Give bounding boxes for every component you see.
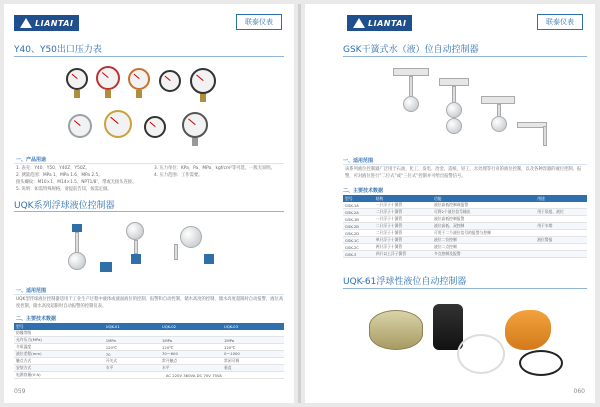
features-heading: 一、产品用途 (16, 157, 47, 163)
fitting-icon (72, 224, 82, 232)
float-switch-icon (505, 310, 551, 350)
table-row (343, 251, 587, 258)
weight-icon (433, 304, 463, 350)
table-cell (535, 230, 587, 237)
features-list-a (16, 165, 146, 193)
gauge-stem (200, 94, 206, 102)
float-ball-icon (491, 116, 507, 132)
feature-item: 接头螺纹：M10×1、M14×1.5、NPT1/8'，带或无接头连接。 (16, 180, 137, 185)
left-page (4, 4, 294, 403)
table-cell: 1MPa (222, 337, 284, 344)
table-cell: 四只以上浮子簧管 (374, 251, 432, 258)
table-row (14, 372, 284, 379)
table-cell: 常开触点 (160, 358, 222, 365)
divider (14, 211, 284, 212)
table-cell: 120℃ (160, 344, 222, 351)
table-cell: 二只浮子十簧管 (374, 223, 432, 230)
mount-flange (393, 68, 429, 76)
table-cell: GSK-2D (343, 230, 374, 237)
pressure-gauge-icon (66, 68, 88, 90)
divider (14, 163, 284, 164)
table-cell: 1MPa (104, 337, 160, 344)
specs-heading: 二、主要技术数据 (16, 316, 57, 322)
logo-mark-icon (20, 18, 32, 28)
table-row (14, 358, 284, 365)
table-cell: 两只浮子十簧管 (374, 244, 432, 251)
scope-text: 该系列液位控制器广泛用于石油、化工、发电、冶金、造纸、轻工、水处理等行业的液位控制，以及各种容器的液位控制、报警，可对液位进行“二位式”或“三位式”控制并可给出报警信号。 (345, 167, 582, 179)
table-cell: 液位二点控制 (432, 244, 535, 251)
specs-table (14, 323, 284, 379)
table-cell: 液位高低控制或报警 (432, 202, 535, 209)
table-cell: 0～1000 (222, 351, 284, 358)
gauge-stem (136, 90, 142, 98)
table-cell: GSK-1C (343, 237, 374, 244)
page-number: 059 (14, 388, 26, 395)
table-cell: 单只浮子十簧管 (374, 237, 432, 244)
table-cell: 70～600 (160, 351, 222, 358)
features-list-b (154, 165, 286, 179)
table-cell: 液位高低控制报警 (432, 216, 535, 223)
table-cell: 介质温度 (14, 344, 104, 351)
table-cell: 常闭可调 (222, 358, 284, 365)
specs-table (343, 195, 587, 258)
brand-name: LIANTAI (368, 18, 407, 28)
table-header-row (14, 323, 284, 330)
pressure-gauge-icon (128, 68, 150, 90)
float-ball-icon (446, 118, 462, 134)
table-row (14, 344, 284, 351)
table-cell: 用于泵组、液位 (535, 209, 587, 216)
table-cell: 120℃ (222, 344, 284, 351)
table-header: 型号 (14, 323, 104, 330)
fitting-icon (204, 254, 214, 264)
table-cell: 可将2个液位信号输出 (432, 209, 535, 216)
pressure-gauge-icon (144, 116, 166, 138)
table-cell (535, 244, 587, 251)
brand-tag: 联泰仪表 (236, 14, 282, 30)
pressure-gauge-icon (159, 70, 181, 92)
table-row (343, 230, 587, 237)
table-row (343, 244, 587, 251)
table-header: UQK-03 (222, 323, 284, 330)
float-ball-icon (403, 96, 419, 112)
table-cell: GSK-3 (343, 251, 374, 258)
float-ball-icon (180, 226, 202, 248)
table-cell: GSK-2B (343, 223, 374, 230)
table-cell: 120℃ (104, 344, 160, 351)
table-cell: 允许压力(MPa) (14, 337, 104, 344)
table-header: 结构 (374, 195, 432, 202)
gauge-stem (192, 138, 198, 146)
mount-flange (481, 96, 515, 104)
table-cell: 水平 (104, 365, 160, 372)
feature-item: 1. 表壳：Y40、Y50、Y40Z、Y50Z。 (16, 166, 90, 171)
table-cell: 开关式 (104, 358, 160, 365)
specs-heading: 二、主要技术数据 (343, 188, 384, 194)
table-cell: 二只浮子十簧管 (374, 209, 432, 216)
table-cell: 用于水塔 (535, 223, 587, 230)
table-cell (535, 216, 587, 223)
table-cell: 垂直 (222, 365, 284, 372)
table-cell: 液位二位控制 (432, 237, 535, 244)
pressure-gauge-icon (104, 110, 132, 138)
table-cell: 电源容量(V·A) (14, 372, 104, 379)
table-cell: 防爆等级 (14, 330, 104, 337)
float-ball-icon (126, 222, 144, 240)
table-cell: 二只浮子十簧管 (374, 230, 432, 237)
feature-item: 5. 说明：如需特殊规格，请提前告知，按需定做。 (16, 187, 112, 192)
pressure-gauge-icon (190, 68, 216, 94)
table-cell: 液位差程(mm) (14, 351, 104, 358)
fitting-icon (131, 254, 141, 264)
table-cell: 一只浮子十簧管 (374, 202, 432, 209)
right-page (305, 4, 595, 403)
rod (75, 232, 79, 254)
table-cell: 液位高低、双控制 (432, 223, 535, 230)
pressure-gauge-icon (68, 114, 92, 138)
scope-text: UQK型浮球液位控制器适用于工业生产过程中液体或液面液位的控制、报警和自动控制，储水高度的控制，储水高度超限时自动报警，液位高度控制，储水高度超限时自动报警的控制仪表。 (16, 297, 284, 309)
table-header-row (343, 195, 587, 202)
pressure-gauge-icon (182, 112, 208, 138)
section-title-gauges: Y40、Y50出口压力表 (14, 45, 102, 55)
table-cell: GSK-2C (343, 244, 374, 251)
section-title-uqk61: UQK-61浮球性液位自动控制器 (343, 277, 467, 287)
table-cell: 多点控制及报警 (432, 251, 535, 258)
brand-name: LIANTAI (35, 18, 74, 28)
table-cell: 一只浮子十簧管 (374, 216, 432, 223)
table-header: 型号 (343, 195, 374, 202)
table-header: 功能 (432, 195, 535, 202)
table-cell: 安装方式 (14, 365, 104, 372)
gauge-stem (105, 90, 111, 98)
page-number: 060 (573, 388, 585, 395)
table-cell: 触点方式 (14, 358, 104, 365)
rod (409, 76, 413, 98)
table-row (14, 337, 284, 344)
scope-heading: 一、适用范围 (16, 288, 47, 294)
float-ball-icon (446, 102, 462, 118)
table-row (14, 365, 284, 372)
table-cell: 可用于二个液位信号的报警与控制 (432, 230, 535, 237)
brand-logo (347, 15, 412, 31)
table-row (14, 351, 284, 358)
table-row (343, 216, 587, 223)
book-spine (298, 4, 301, 403)
brand-logo (14, 15, 79, 31)
controller-housing (369, 310, 423, 350)
fitting-icon (100, 262, 112, 272)
table-cell: GSK-2A (343, 209, 374, 216)
feature-item: 3. 压力单位：KPa、Pa、MPa、kgf/cm²等可选，一般无说明。 (154, 166, 275, 171)
table-header: UQK-01 (104, 323, 160, 330)
cable-coil (519, 350, 563, 376)
rod (134, 240, 138, 254)
scope-heading: 一、适用范围 (343, 158, 374, 164)
pressure-gauge-icon (96, 66, 120, 90)
table-cell: GSK-1A (343, 202, 374, 209)
rod (174, 244, 178, 260)
table-cell: 70 (104, 351, 160, 358)
logo-mark-icon (353, 18, 365, 28)
gauge-stem (74, 90, 80, 98)
table-cell: 水平 (160, 365, 222, 372)
table-header: 用途 (535, 195, 587, 202)
section-title-float-switch: UQK系列浮球液位控制器 (14, 201, 115, 211)
rod (543, 126, 547, 146)
divider (343, 56, 587, 57)
table-header: UQK-02 (160, 323, 222, 330)
table-cell: 1MPa (160, 337, 222, 344)
table-row (343, 237, 587, 244)
divider (14, 294, 284, 295)
divider (343, 288, 587, 289)
table-row (343, 209, 587, 216)
table-cell: AC 220V 380VA DC 70V 75VA (104, 372, 284, 379)
cable-coil (457, 334, 505, 374)
table-cell: GSK-1B (343, 216, 374, 223)
section-title-reed-switch: GSK干簧式水（液）位自动控制器 (343, 45, 479, 55)
float-ball-icon (68, 252, 86, 270)
brand-tag: 联泰仪表 (537, 14, 583, 30)
mount-flange (439, 78, 469, 86)
feature-item: 4. 压力范围：工作需要。 (154, 173, 203, 178)
divider (14, 56, 284, 57)
feature-item: 2. 测量范围：MPa 1、MPa 1.6、MPa 2.5。 (16, 173, 103, 178)
table-cell: 液位警报 (535, 237, 587, 244)
table-cell (535, 251, 587, 258)
divider (343, 164, 587, 165)
table-row (343, 223, 587, 230)
